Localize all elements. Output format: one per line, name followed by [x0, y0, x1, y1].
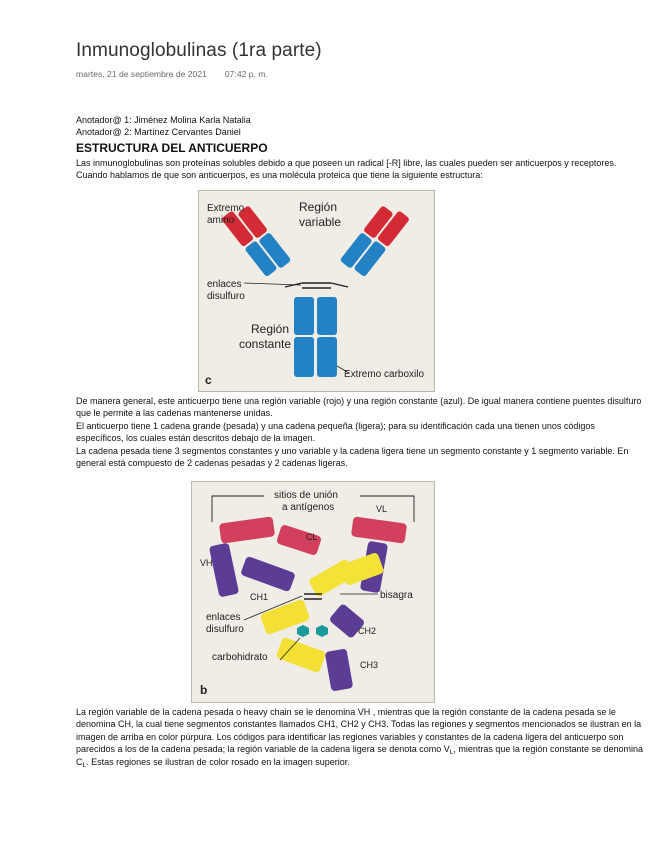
label-carbohidrato: carbohidrato [212, 652, 268, 663]
label-enlaces-2: disulfuro [207, 291, 245, 302]
label-region-variable-1: Región [299, 200, 338, 214]
authors-block [76, 114, 644, 139]
right-ch1-domain [308, 558, 356, 597]
carbohydrate-left-icon [297, 625, 309, 637]
chain-diagram [192, 482, 434, 702]
intro-paragraph: Las inmunoglobulinas son proteínas solubles debido a que poseen un radical [-R] libre, las cuales pueden ser anticuerpos y receptores. Cuando hablamos de que son anticuerpos, es una molécula proteica que tiene la siguiente estructura: [76, 158, 617, 181]
label-ch1: CH1 [250, 592, 269, 602]
label-extremo-carboxilo: Extremo carboxilo [344, 369, 425, 380]
stem-left-lower [294, 337, 314, 377]
label-region-constante-1: Región [251, 322, 290, 336]
panel-letter-b: b [200, 683, 208, 697]
final-paragraph-part2: , mientras que la región constante se denomina C [76, 744, 644, 767]
label-ch3: CH3 [360, 660, 379, 670]
cl-subscript: L [82, 761, 87, 769]
label-vl: VL [376, 504, 388, 514]
label-extremo-amino-1: Extremo [207, 203, 245, 214]
paragraph-segmentos: La cadena pesada tiene 3 segmentos constantes y uno variable y la cadena ligera tiene un segmento constante y 1 segmento variable. En general está compuesto de 2 cadenas pesadas y 2 cadenas ligeras. [76, 445, 629, 469]
right-ch3-domain [325, 648, 354, 691]
final-paragraph-part3: . Estas regiones se ilustran de color rosado en la imagen superior. [86, 756, 350, 767]
page-date: martes, 21 de septiembre de 2021 [76, 69, 207, 79]
label-bisagra: bisagra [380, 590, 413, 601]
author-2: Anotador@ 2: Martínez Cervantes Daniel [76, 127, 241, 138]
label-sitios-1: sitios de unión [274, 490, 338, 501]
label-region-constante-2: constante [239, 337, 292, 351]
label-enlaces-1: enlaces [206, 612, 241, 623]
stem-right-upper [317, 297, 337, 335]
paragraph-cadenas: El anticuerpo tiene 1 cadena grande (pesada) y una cadena pequeña (ligera); para su identificación cada una tienen unos códigos específicos, los cuales están descritos debajo de la imagen. [76, 420, 595, 444]
label-vh: VH [200, 558, 213, 568]
label-cl: CL [306, 532, 318, 542]
chain-structure-figure [191, 481, 435, 703]
left-vl-domain [219, 516, 275, 543]
stem-right-lower [317, 337, 337, 377]
right-vl-domain [351, 516, 407, 543]
label-sitios-2: a antígenos [282, 502, 335, 513]
label-enlaces-1: enlaces [207, 279, 242, 290]
stem-left-upper [294, 297, 314, 335]
left-vh-domain [209, 542, 239, 597]
vl-subscript: L [449, 749, 454, 757]
label-ch2: CH2 [358, 626, 377, 636]
final-paragraph-part1: La región variable de la cadena pesada o heavy chain se le denomina VH , mientras que la región constante de la cadena pesada se le denomina CH, la cual tiene segmentos constantes llamados CH1, CH2 y CH3. Todas las regiones y segmentos mencionados se ilustran en la imagen de arriba en color púrpura. Los códigos para identificar las regiones variables y constantes de la cadena ligera del anticuerpo son parecidos a los de la cadena pesada; la región variable de la cadena ligera se denota como V [76, 707, 642, 755]
left-ch1-domain [240, 556, 296, 593]
page-title: Inmunoglobulinas (1ra parte) [76, 40, 322, 61]
paragraph-general: De manera general, este anticuerpo tiene una región variable (rojo) y una región constante (azul). De igual manera contiene puentes disulfuro que le permite a las cadenas mantenerse unidas. [76, 396, 642, 419]
antibody-structure-figure [198, 190, 435, 392]
label-region-variable-2: variable [299, 215, 342, 229]
page-time: 07:42 p. m. [224, 69, 268, 79]
final-paragraph [76, 706, 644, 768]
section-heading: ESTRUCTURA DEL ANTICUERPO [76, 141, 268, 155]
antibody-diagram [199, 191, 434, 391]
carbohydrate-right-icon [316, 625, 328, 637]
label-extremo-amino-2: amino [207, 215, 235, 226]
panel-letter-c: c [205, 373, 212, 387]
middle-paragraphs [76, 395, 644, 469]
left-ch3-domain [276, 637, 327, 673]
page-timestamp [76, 69, 268, 79]
author-1: Anotador@ 1: Jiménez Molina Karla Natalia [76, 115, 251, 125]
label-enlaces-2: disulfuro [206, 624, 244, 635]
